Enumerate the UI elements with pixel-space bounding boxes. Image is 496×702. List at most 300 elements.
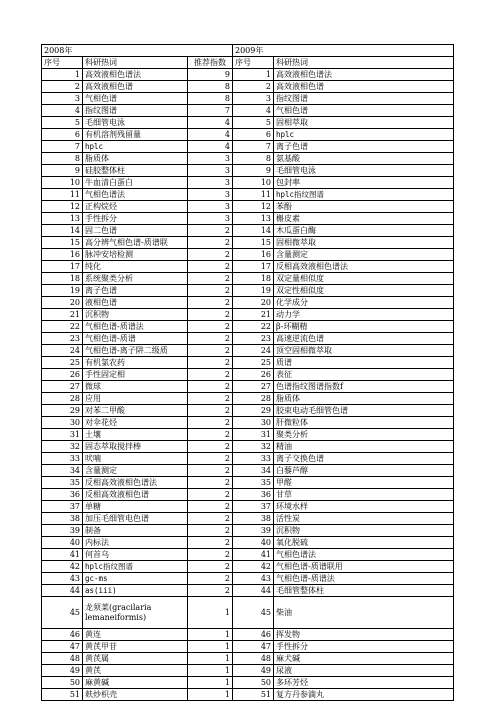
- right-term-cell: 聚类分析: [274, 429, 454, 441]
- left-seq-cell: 26: [42, 369, 83, 381]
- right-term-cell: 高效液相色谱: [274, 81, 454, 93]
- left-term-cell: 系统聚类分析: [83, 273, 188, 285]
- left-index-cell: 3: [188, 201, 233, 213]
- left-index-cell: 1: [188, 665, 233, 677]
- right-seq-cell: 9: [233, 165, 274, 177]
- left-index-cell: 3: [188, 153, 233, 165]
- left-term-cell: 对伞花烃: [83, 417, 188, 429]
- right-term-cell: β-环糊精: [274, 321, 454, 333]
- right-seq-cell: 17: [233, 261, 274, 273]
- left-index-cell: 2: [188, 393, 233, 405]
- right-term-cell: 表征: [274, 369, 454, 381]
- left-seq-cell: 38: [42, 513, 83, 525]
- left-index-cell: 2: [188, 489, 233, 501]
- left-term-cell: 毛细管电泳: [83, 117, 188, 129]
- left-index-cell: 3: [188, 177, 233, 189]
- table-row: [42, 489, 454, 501]
- right-seq-cell: 6: [233, 129, 274, 141]
- left-index-cell: 2: [188, 321, 233, 333]
- left-index-cell: 2: [188, 573, 233, 585]
- right-seq-cell: 16: [233, 249, 274, 261]
- left-term-cell: 高效液相色谱法: [83, 69, 188, 81]
- left-term-cell: 有机溶剂残留量: [83, 129, 188, 141]
- left-seq-cell: 49: [42, 665, 83, 677]
- left-index-cell: 2: [188, 453, 233, 465]
- left-term-cell: 手性固定相: [83, 369, 188, 381]
- left-index-cell: 4: [188, 129, 233, 141]
- right-seq-cell: 10: [233, 177, 274, 189]
- table-row: [42, 513, 454, 525]
- right-term-cell: 离子色谱: [274, 141, 454, 153]
- left-index-cell: 2: [188, 369, 233, 381]
- left-index-cell: 2: [188, 297, 233, 309]
- right-seq-cell: 21: [233, 309, 274, 321]
- right-term-cell: 多环芳烃: [274, 677, 454, 689]
- right-seq-cell: 18: [233, 273, 274, 285]
- left-seq-cell: 39: [42, 525, 83, 537]
- right-term-cell: 沉积物: [274, 525, 454, 537]
- right-term-cell: 气相色谱-质谱联用: [274, 561, 454, 573]
- left-index-cell: 2: [188, 273, 233, 285]
- right-seq-cell: 39: [233, 525, 274, 537]
- left-term-cell: 麸炒枳壳: [83, 689, 188, 701]
- table-row: [42, 225, 454, 237]
- table-row: [42, 393, 454, 405]
- table-row: [42, 501, 454, 513]
- left-index-cell: 4: [188, 141, 233, 153]
- right-term-cell: 质谱: [274, 357, 454, 369]
- right-seq-cell: 36: [233, 489, 274, 501]
- left-seq-cell: 23: [42, 333, 83, 345]
- table-row: [42, 573, 454, 585]
- right-seq-cell: 14: [233, 225, 274, 237]
- left-term-cell: 有机氯农药: [83, 357, 188, 369]
- right-term-cell: 指纹图谱: [274, 93, 454, 105]
- left-index-cell: 2: [188, 585, 233, 597]
- table-row: [42, 69, 454, 81]
- right-term-cell: 固相微萃取: [274, 237, 454, 249]
- right-seq-cell: 20: [233, 297, 274, 309]
- left-index-cell: 2: [188, 225, 233, 237]
- right-seq-cell: 25: [233, 357, 274, 369]
- left-term-cell: 单糖: [83, 501, 188, 513]
- left-term-cell: gc-ms: [83, 573, 188, 585]
- left-term-cell: 气相色谱-质谱: [83, 333, 188, 345]
- left-term-cell: 牛血清白蛋白: [83, 177, 188, 189]
- left-index-cell: 3: [188, 189, 233, 201]
- right-seq-cell: 23: [233, 333, 274, 345]
- left-seq-cell: 17: [42, 261, 83, 273]
- table-row: [42, 585, 454, 597]
- right-seq-cell: 38: [233, 513, 274, 525]
- right-seq-cell: 51: [233, 689, 274, 701]
- right-seq-cell: 46: [233, 629, 274, 641]
- right-term-cell: 顶空固相微萃取: [274, 345, 454, 357]
- left-term-cell: 反相高效液相色谱: [83, 489, 188, 501]
- right-term-cell: 高效液相色谱法: [274, 69, 454, 81]
- right-seq-cell: 8: [233, 153, 274, 165]
- header-seq-2008: 序号: [42, 57, 83, 69]
- table-row: [42, 153, 454, 165]
- table-row: [42, 93, 454, 105]
- left-term-cell: hplc: [83, 141, 188, 153]
- right-term-cell: hplc: [274, 129, 454, 141]
- table-row: [42, 309, 454, 321]
- left-index-cell: 2: [188, 537, 233, 549]
- left-index-cell: 2: [188, 441, 233, 453]
- right-term-cell: 精油: [274, 441, 454, 453]
- table-row: [42, 117, 454, 129]
- left-index-cell: 2: [188, 237, 233, 249]
- left-index-cell: 2: [188, 417, 233, 429]
- right-term-cell: 白藜芦醇: [274, 465, 454, 477]
- right-seq-cell: 32: [233, 441, 274, 453]
- left-seq-cell: 18: [42, 273, 83, 285]
- right-seq-cell: 48: [233, 653, 274, 665]
- left-index-cell: 2: [188, 405, 233, 417]
- left-term-cell: 制备: [83, 525, 188, 537]
- right-seq-cell: 34: [233, 465, 274, 477]
- table-row: [42, 381, 454, 393]
- left-term-cell: 含量测定: [83, 465, 188, 477]
- left-index-cell: 2: [188, 549, 233, 561]
- left-term-cell: 反相高效液相色谱法: [83, 477, 188, 489]
- table-row: [42, 369, 454, 381]
- left-term-cell: 正构烷烃: [83, 201, 188, 213]
- left-term-cell: 脉冲安培检测: [83, 249, 188, 261]
- table-row: [42, 597, 454, 629]
- left-seq-cell: 8: [42, 153, 83, 165]
- right-term-cell: 肝微粒体: [274, 417, 454, 429]
- left-index-cell: 4: [188, 117, 233, 129]
- left-index-cell: 2: [188, 261, 233, 273]
- table-row: [42, 429, 454, 441]
- left-term-cell: 高效液相色谱: [83, 81, 188, 93]
- left-term-cell: 黄芪属: [83, 653, 188, 665]
- right-seq-cell: 4: [233, 105, 274, 117]
- table-row: [42, 165, 454, 177]
- right-term-cell: 麻犬碱: [274, 653, 454, 665]
- table-row: [42, 477, 454, 489]
- header-seq-2009: 序号: [233, 57, 274, 69]
- right-term-cell: 木瓜蛋白酶: [274, 225, 454, 237]
- table-row: [42, 561, 454, 573]
- left-term-cell: 黄芪甲苷: [83, 641, 188, 653]
- table-row: [42, 653, 454, 665]
- left-term-cell: 手性拆分: [83, 213, 188, 225]
- left-seq-cell: 25: [42, 357, 83, 369]
- right-term-cell: 甲醛: [274, 477, 454, 489]
- left-seq-cell: 13: [42, 213, 83, 225]
- right-term-cell: 动力学: [274, 309, 454, 321]
- left-seq-cell: 40: [42, 537, 83, 549]
- left-seq-cell: 43: [42, 573, 83, 585]
- right-term-cell: 气相色谱法: [274, 549, 454, 561]
- left-seq-cell: 44: [42, 585, 83, 597]
- left-index-cell: 2: [188, 513, 233, 525]
- table-row: [42, 629, 454, 641]
- left-index-cell: 2: [188, 345, 233, 357]
- left-index-cell: 8: [188, 93, 233, 105]
- left-seq-cell: 36: [42, 489, 83, 501]
- left-seq-cell: 5: [42, 117, 83, 129]
- left-term-cell: 固态萃取搅拌棒: [83, 441, 188, 453]
- left-index-cell: 8: [188, 81, 233, 93]
- table-row: [42, 237, 454, 249]
- table-row: [42, 677, 454, 689]
- table-row: [42, 525, 454, 537]
- left-index-cell: 2: [188, 357, 233, 369]
- left-seq-cell: 29: [42, 405, 83, 417]
- right-term-cell: 槲皮素: [274, 213, 454, 225]
- left-index-cell: 1: [188, 641, 233, 653]
- table-row: [42, 261, 454, 273]
- left-seq-cell: 34: [42, 465, 83, 477]
- table-row: [42, 345, 454, 357]
- header-row: [42, 57, 454, 69]
- left-index-cell: 1: [188, 689, 233, 701]
- right-seq-cell: 24: [233, 345, 274, 357]
- right-term-cell: 高速逆流色谱: [274, 333, 454, 345]
- right-term-cell: 甘草: [274, 489, 454, 501]
- right-term-cell: 毛细管电泳: [274, 165, 454, 177]
- left-seq-cell: 22: [42, 321, 83, 333]
- right-term-cell: 气相色谱-质谱法: [274, 573, 454, 585]
- left-term-cell: 内标法: [83, 537, 188, 549]
- right-seq-cell: 42: [233, 561, 274, 573]
- left-seq-cell: 24: [42, 345, 83, 357]
- left-index-cell: 1: [188, 597, 233, 629]
- left-index-cell: 3: [188, 165, 233, 177]
- left-term-cell: 纯化: [83, 261, 188, 273]
- right-term-cell: 苯酚: [274, 201, 454, 213]
- right-term-cell: 脂质体: [274, 393, 454, 405]
- left-index-cell: 7: [188, 105, 233, 117]
- left-seq-cell: 42: [42, 561, 83, 573]
- right-term-cell: 双定性相似度: [274, 285, 454, 297]
- left-index-cell: 2: [188, 333, 233, 345]
- right-term-cell: 活性炭: [274, 513, 454, 525]
- right-seq-cell: 43: [233, 573, 274, 585]
- right-term-cell: 手性拆分: [274, 641, 454, 653]
- left-seq-cell: 48: [42, 653, 83, 665]
- right-seq-cell: 11: [233, 189, 274, 201]
- table-row: [42, 129, 454, 141]
- left-index-cell: 2: [188, 249, 233, 261]
- right-term-cell: 气相色谱: [274, 105, 454, 117]
- left-seq-cell: 7: [42, 141, 83, 153]
- left-term-cell: 微球: [83, 381, 188, 393]
- left-term-cell: 气相色谱-离子阱二级质: [83, 345, 188, 357]
- right-term-cell: 毛细管整体柱: [274, 585, 454, 597]
- left-seq-cell: 31: [42, 429, 83, 441]
- right-term-cell: 环境水样: [274, 501, 454, 513]
- right-term-cell: 色谱指纹图谱指数f: [274, 381, 454, 393]
- left-seq-cell: 41: [42, 549, 83, 561]
- right-term-cell: 柴油: [274, 597, 454, 629]
- table-row: [42, 405, 454, 417]
- left-seq-cell: 35: [42, 477, 83, 489]
- left-seq-cell: 1: [42, 69, 83, 81]
- left-seq-cell: 3: [42, 93, 83, 105]
- right-seq-cell: 45: [233, 597, 274, 629]
- table-row: [42, 297, 454, 309]
- table-row: [42, 141, 454, 153]
- left-index-cell: 3: [188, 213, 233, 225]
- left-index-cell: 2: [188, 525, 233, 537]
- left-index-cell: 2: [188, 381, 233, 393]
- left-index-cell: 2: [188, 309, 233, 321]
- year-2009-label: 2009年: [233, 45, 454, 57]
- left-seq-cell: 46: [42, 629, 83, 641]
- left-term-cell: 龙须菜(gracilaria lemaneiformis): [83, 597, 188, 629]
- header-term-2009: 科研热词: [274, 57, 454, 69]
- left-seq-cell: 50: [42, 677, 83, 689]
- left-seq-cell: 6: [42, 129, 83, 141]
- right-seq-cell: 33: [233, 453, 274, 465]
- left-seq-cell: 21: [42, 309, 83, 321]
- left-seq-cell: 33: [42, 453, 83, 465]
- right-term-cell: 固相萃取: [274, 117, 454, 129]
- right-seq-cell: 7: [233, 141, 274, 153]
- left-term-cell: 土壤: [83, 429, 188, 441]
- right-term-cell: 离子交换色谱: [274, 453, 454, 465]
- table-row: [42, 105, 454, 117]
- table-row: [42, 81, 454, 93]
- left-index-cell: 1: [188, 629, 233, 641]
- left-seq-cell: 15: [42, 237, 83, 249]
- left-index-cell: 9: [188, 69, 233, 81]
- left-term-cell: 加压毛细管电色谱: [83, 513, 188, 525]
- left-term-cell: 沉积物: [83, 309, 188, 321]
- left-term-cell: 气相色谱: [83, 93, 188, 105]
- left-term-cell: 液相色谱: [83, 297, 188, 309]
- right-seq-cell: 41: [233, 549, 274, 561]
- right-seq-cell: 15: [233, 237, 274, 249]
- right-seq-cell: 22: [233, 321, 274, 333]
- right-term-cell: 尿液: [274, 665, 454, 677]
- left-index-cell: 2: [188, 465, 233, 477]
- left-seq-cell: 20: [42, 297, 83, 309]
- right-term-cell: 反相高效液相色谱法: [274, 261, 454, 273]
- left-seq-cell: 30: [42, 417, 83, 429]
- left-seq-cell: 14: [42, 225, 83, 237]
- right-term-cell: 双定量相似度: [274, 273, 454, 285]
- right-term-cell: 氨基酸: [274, 153, 454, 165]
- left-term-cell: 麻黄碱: [83, 677, 188, 689]
- left-term-cell: 固二色谱: [83, 225, 188, 237]
- left-term-cell: 气相色谱法: [83, 189, 188, 201]
- right-seq-cell: 19: [233, 285, 274, 297]
- right-seq-cell: 29: [233, 405, 274, 417]
- left-index-cell: 2: [188, 501, 233, 513]
- left-seq-cell: 4: [42, 105, 83, 117]
- table-row: [42, 321, 454, 333]
- left-term-cell: as(iii): [83, 585, 188, 597]
- left-seq-cell: 45: [42, 597, 83, 629]
- left-seq-cell: 27: [42, 381, 83, 393]
- left-seq-cell: 51: [42, 689, 83, 701]
- left-seq-cell: 47: [42, 641, 83, 653]
- right-term-cell: hplc指纹图谱: [274, 189, 454, 201]
- right-term-cell: 胶束电动毛细管色谱: [274, 405, 454, 417]
- right-seq-cell: 40: [233, 537, 274, 549]
- left-term-cell: 对苯二甲酸: [83, 405, 188, 417]
- year-2008-label: 2008年: [42, 45, 233, 57]
- left-term-cell: 离子色谱: [83, 285, 188, 297]
- table-row: [42, 189, 454, 201]
- table-row: [42, 177, 454, 189]
- left-seq-cell: 19: [42, 285, 83, 297]
- right-seq-cell: 28: [233, 393, 274, 405]
- right-seq-cell: 27: [233, 381, 274, 393]
- table-row: [42, 689, 454, 701]
- table-row: [42, 333, 454, 345]
- left-index-cell: 2: [188, 285, 233, 297]
- right-seq-cell: 1: [233, 69, 274, 81]
- table-row: [42, 249, 454, 261]
- left-index-cell: 1: [188, 677, 233, 689]
- right-seq-cell: 2: [233, 81, 274, 93]
- left-index-cell: 2: [188, 561, 233, 573]
- header-term-2008: 科研热词: [83, 57, 188, 69]
- right-term-cell: 复方丹参滴丸: [274, 689, 454, 701]
- left-term-cell: 吠喃: [83, 453, 188, 465]
- right-seq-cell: 12: [233, 201, 274, 213]
- left-seq-cell: 37: [42, 501, 83, 513]
- left-seq-cell: 16: [42, 249, 83, 261]
- right-seq-cell: 3: [233, 93, 274, 105]
- left-term-cell: 何首乌: [83, 549, 188, 561]
- left-term-cell: 硅胶整体柱: [83, 165, 188, 177]
- left-seq-cell: 28: [42, 393, 83, 405]
- right-seq-cell: 50: [233, 677, 274, 689]
- hot-terms-sheet: [41, 44, 454, 701]
- right-term-cell: 挥发物: [274, 629, 454, 641]
- left-index-cell: 2: [188, 477, 233, 489]
- left-seq-cell: 9: [42, 165, 83, 177]
- right-seq-cell: 5: [233, 117, 274, 129]
- right-seq-cell: 13: [233, 213, 274, 225]
- right-term-cell: 含量测定: [274, 249, 454, 261]
- right-seq-cell: 30: [233, 417, 274, 429]
- table-row: [42, 357, 454, 369]
- left-term-cell: 黄连: [83, 629, 188, 641]
- right-term-cell: 包封率: [274, 177, 454, 189]
- table-row: [42, 465, 454, 477]
- left-term-cell: 指纹图谱: [83, 105, 188, 117]
- left-index-cell: 2: [188, 429, 233, 441]
- left-seq-cell: 32: [42, 441, 83, 453]
- hot-terms-table: [41, 44, 454, 701]
- right-seq-cell: 44: [233, 585, 274, 597]
- right-term-cell: 氧化脱硫: [274, 537, 454, 549]
- left-seq-cell: 10: [42, 177, 83, 189]
- right-seq-cell: 35: [233, 477, 274, 489]
- table-row: [42, 201, 454, 213]
- table-row: [42, 285, 454, 297]
- header-index-2008: 推荐指数: [188, 57, 233, 69]
- left-term-cell: 应用: [83, 393, 188, 405]
- left-term-cell: 高分辨气相色谱-质谱联: [83, 237, 188, 249]
- table-row: [42, 417, 454, 429]
- year-row: [42, 45, 454, 57]
- left-seq-cell: 2: [42, 81, 83, 93]
- left-term-cell: 气相色谱-质谱法: [83, 321, 188, 333]
- table-row: [42, 273, 454, 285]
- right-seq-cell: 37: [233, 501, 274, 513]
- right-seq-cell: 49: [233, 665, 274, 677]
